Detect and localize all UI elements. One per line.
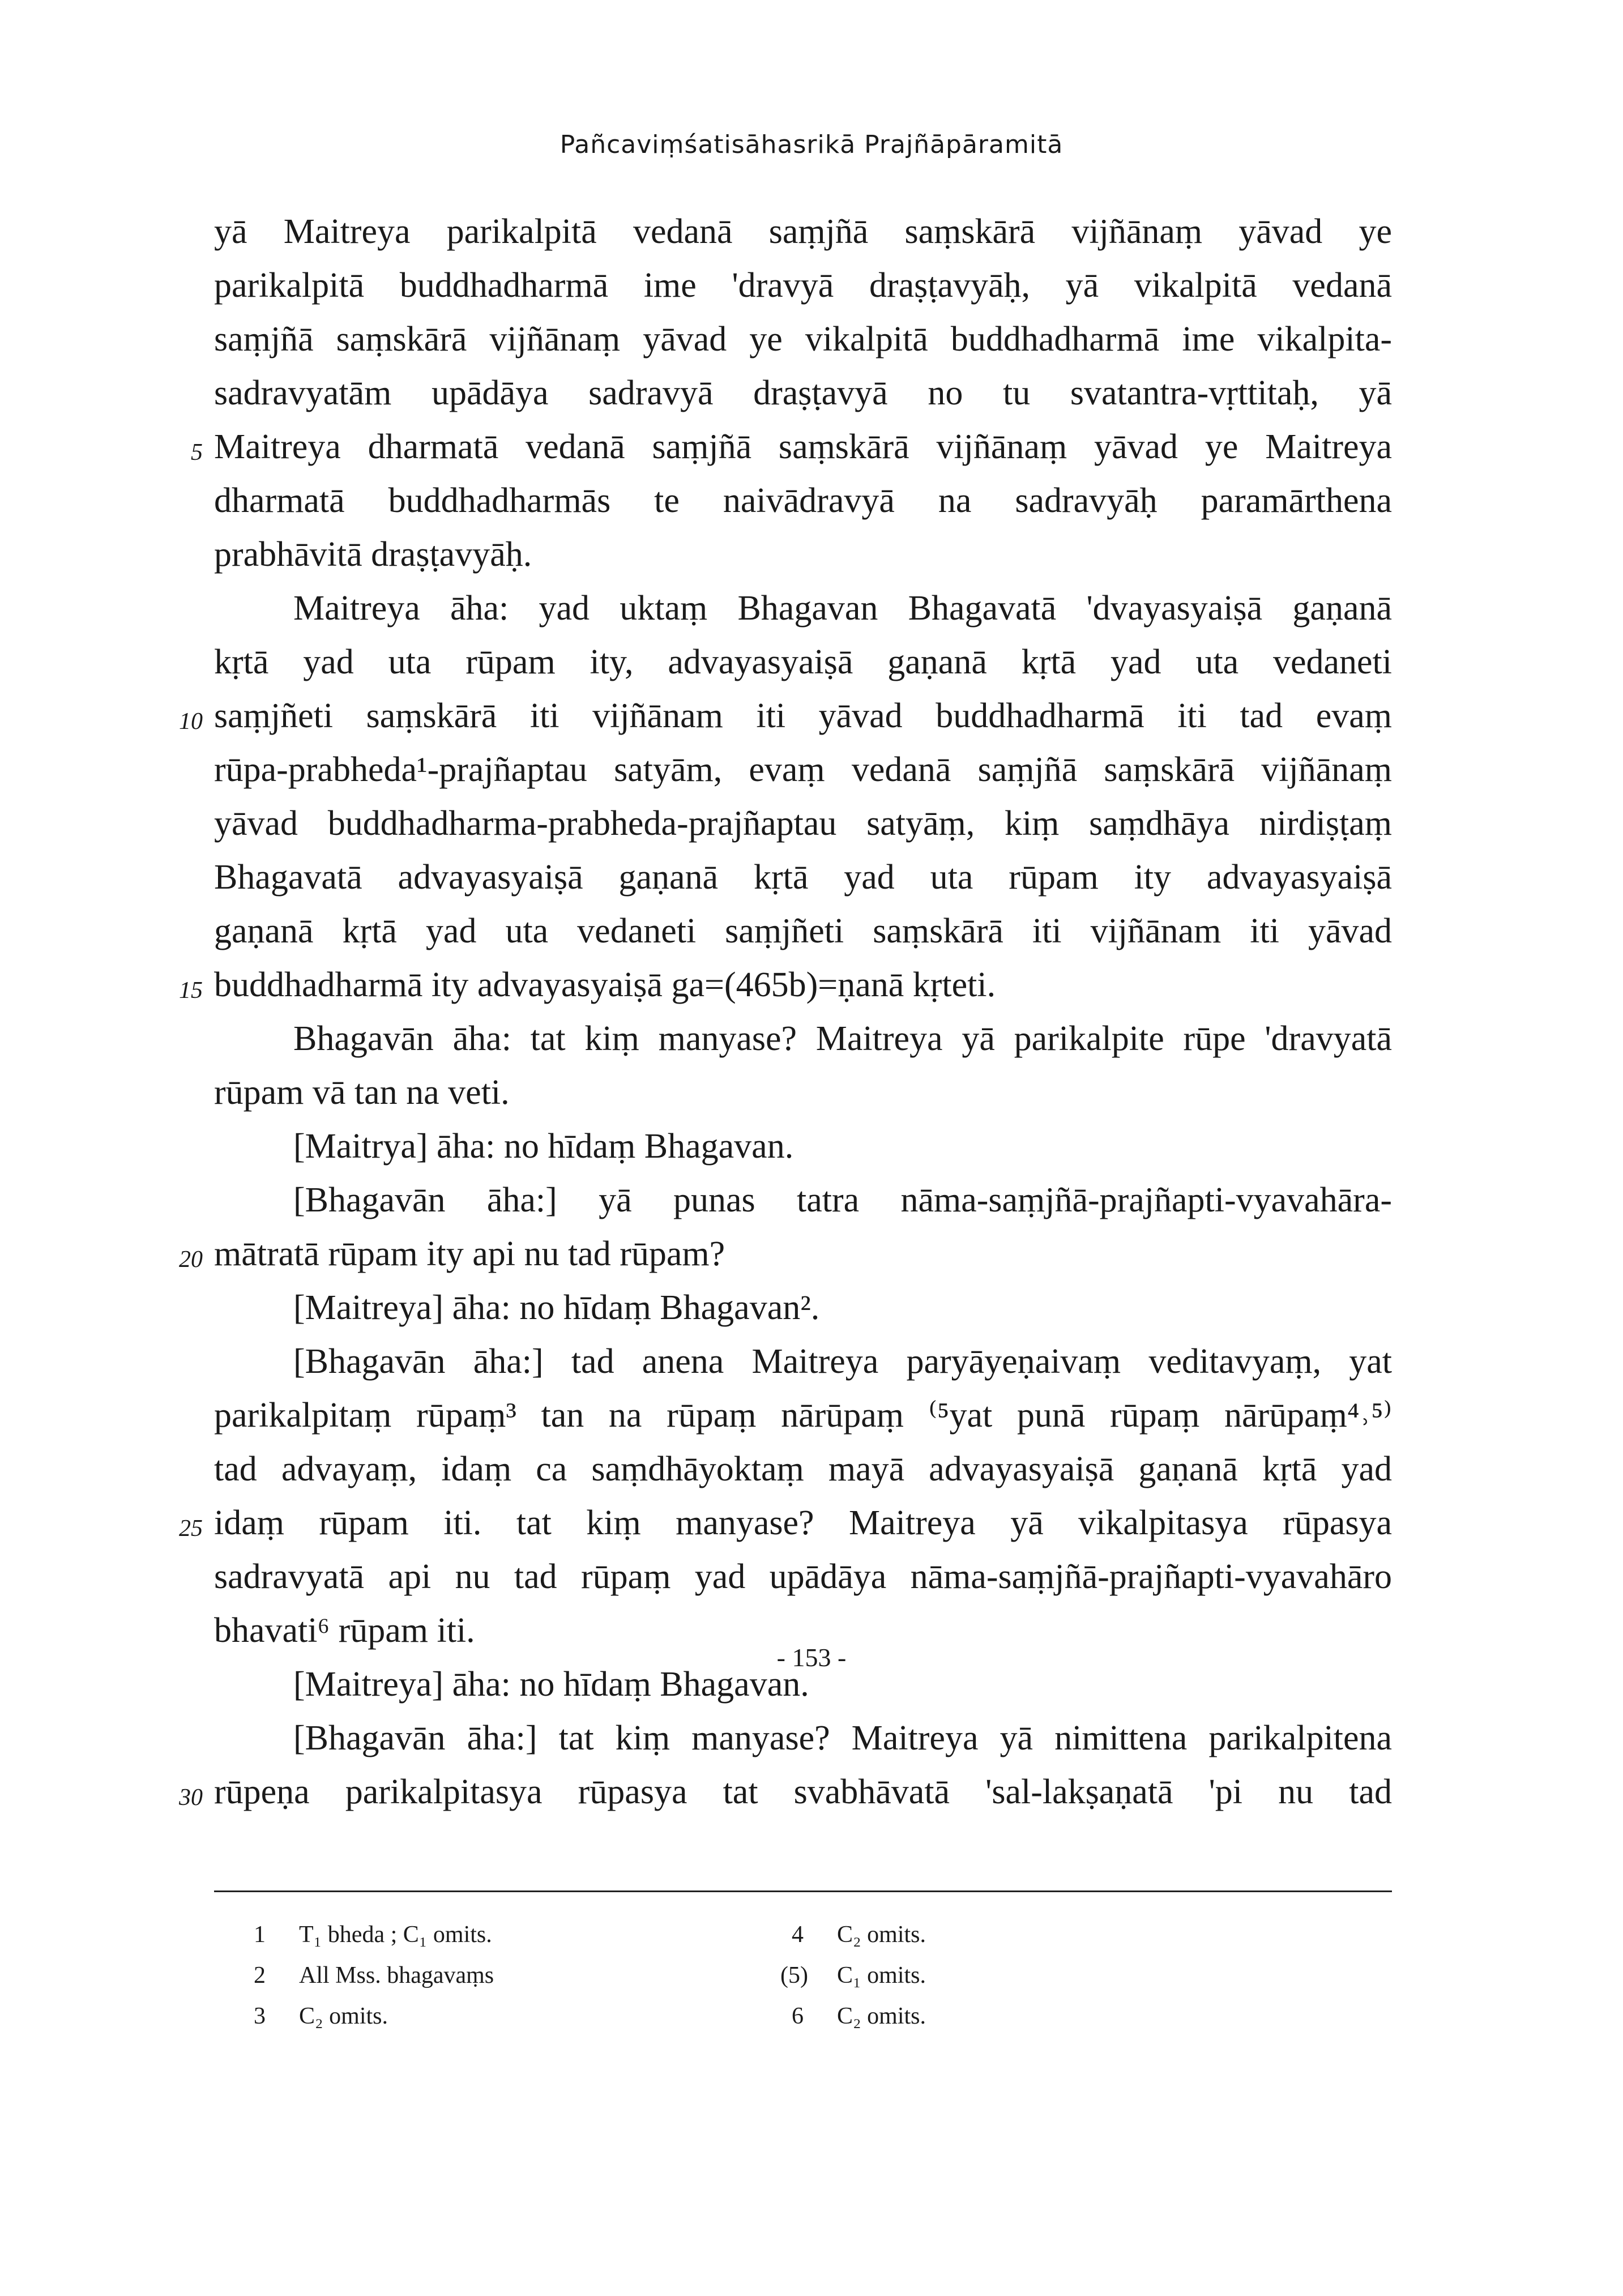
text-line: prabhāvitā draṣṭavyāḥ.: [214, 535, 532, 574]
text-line: gaṇanā kṛtā yad uta vedaneti saṃjñeti saṃskārā iti vijñānam iti yāvad: [214, 912, 1392, 950]
line-number: 30: [179, 1785, 203, 1811]
footnote: 1 T₁ bheda ; C₁ omits.: [254, 1922, 492, 1948]
text-line: 5 Maitreya dharmatā vedanā saṃjñā saṃskārā vijñānaṃ yāvad ye Maitreya: [214, 420, 1392, 474]
text-line: [Maitreya] āha: no hīdaṃ Bhagavan.: [293, 1665, 809, 1704]
footnote: 3 C₂ omits.: [254, 2003, 388, 2029]
text-line: 20 mātratā rūpam ity api nu tad rūpam?: [214, 1227, 1392, 1281]
text-line: [Bhagavān āha:] tat kiṃ manyase? Maitreya yā nimittena parikalpitena: [293, 1719, 1392, 1757]
footnote: 6 C₂ omits.: [792, 2003, 926, 2029]
text-line: yā Maitreya parikalpitā vedanā saṃjñā saṃskārā vijñānaṃ yāvad ye: [214, 212, 1392, 251]
text-line: rūpa-prabheda¹-prajñaptau satyām, evaṃ vedanā saṃjñā saṃskārā vijñānaṃ: [214, 750, 1392, 789]
text-line: 30 rūpeṇa parikalpitasya rūpasya tat svabhāvatā 'sal-lakṣaṇatā 'pi nu tad: [214, 1765, 1392, 1819]
text-line: [Bhagavān āha:] yā punas tatra nāma-saṃjñā-prajñapti-vyavahāra-: [293, 1181, 1392, 1219]
footnote: 2 All Mss. bhagavaṃs: [254, 1962, 494, 1988]
text-line: rūpam vā tan na veti.: [214, 1073, 510, 1112]
text-line: 25 idaṃ rūpam iti. tat kiṃ manyase? Maitreya yā vikalpitasya rūpasya: [214, 1496, 1392, 1550]
line-number: 15: [179, 978, 203, 1004]
text-line: yāvad buddhadharma-prabheda-prajñaptau satyāṃ, kiṃ saṃdhāya nirdiṣṭaṃ: [214, 804, 1392, 843]
line-number: 10: [179, 709, 203, 735]
text-line: saṃjñā saṃskārā vijñānaṃ yāvad ye vikalpitā buddhadharmā ime vikalpita-: [214, 320, 1392, 359]
running-head: Pañcaviṃśatisāhasrikā Prajñāpāramitā: [559, 130, 1064, 159]
text-line: Bhagavatā advayasyaiṣā gaṇanā kṛtā yad uta rūpam ity advayasyaiṣā: [214, 858, 1392, 897]
text-line: 10 saṃjñeti saṃskārā iti vijñānam iti yāvad buddhadharmā iti tad evaṃ: [214, 689, 1392, 743]
text-line: kṛtā yad uta rūpam ity, advayasyaiṣā gaṇanā kṛtā yad uta vedaneti: [214, 643, 1392, 681]
text-line: [Bhagavān āha:] tad anena Maitreya paryāyeṇaivaṃ veditavyaṃ, yat: [293, 1342, 1392, 1381]
text-line: [Maitreya] āha: no hīdaṃ Bhagavan².: [293, 1288, 820, 1327]
text-line: dharmatā buddhadharmās te naivādravyā na sadravyāḥ paramārthena: [214, 481, 1392, 520]
text-line: sadravyatā api nu tad rūpaṃ yad upādāya nāma-saṃjñā-prajñapti-vyavahāro: [214, 1557, 1392, 1596]
text-line: sadravyatām upādāya sadravyā draṣṭavyā no tu svatantra-vṛttitaḥ, yā: [214, 374, 1392, 412]
body-text: [179, 205, 1392, 1819]
page-number: - 153 -: [776, 1643, 847, 1672]
footnote-rule: [214, 1890, 1392, 1892]
line-number: 20: [179, 1247, 203, 1273]
line-number: 5: [191, 439, 203, 466]
text-line: Maitreya āha: yad uktaṃ Bhagavan Bhagavatā 'dvayasyaiṣā gaṇanā: [293, 589, 1392, 628]
text-line: Bhagavān āha: tat kiṃ manyase? Maitreya yā parikalpite rūpe 'dravyatā: [293, 1019, 1392, 1058]
footnote: (5) C₁ omits.: [780, 1962, 926, 1988]
text-line: [Maitrya] āha: no hīdaṃ Bhagavan.: [293, 1127, 794, 1166]
text-line: bhavati⁶ rūpam iti.: [214, 1611, 475, 1650]
text-line: tad advayaṃ, idaṃ ca saṃdhāyoktaṃ mayā advayasyaiṣā gaṇanā kṛtā yad: [214, 1450, 1392, 1488]
line-number: 25: [179, 1516, 203, 1542]
footnote: 4 C₂ omits.: [792, 1922, 926, 1948]
text-line: 15 buddhadharmā ity advayasyaiṣā ga=(465b)=ṇanā kṛteti.: [214, 958, 1392, 1012]
text-line: parikalpitā buddhadharmā ime 'dravyā draṣṭavyāḥ, yā vikalpitā vedanā: [214, 266, 1392, 305]
text-line: parikalpitaṃ rūpaṃ³ tan na rūpaṃ nārūpaṃ ⁽⁵yat punā rūpaṃ nārūpaṃ⁴˒⁵⁾: [214, 1396, 1392, 1435]
